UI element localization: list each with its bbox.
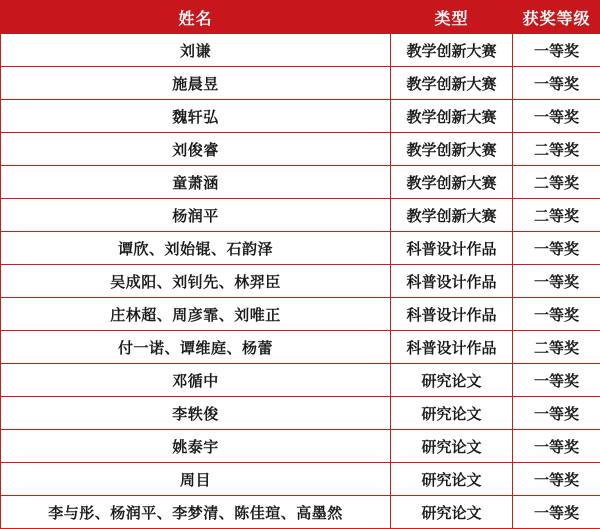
- cell-type: 教学创新大赛: [391, 100, 513, 133]
- cell-level: 一等奖: [513, 496, 600, 529]
- cell-level: 二等奖: [513, 166, 600, 199]
- column-header-type: 类型: [391, 1, 513, 34]
- cell-level: 二等奖: [513, 199, 600, 232]
- cell-level: 一等奖: [513, 463, 600, 496]
- cell-level: 一等奖: [513, 67, 600, 100]
- cell-name: 李轶俊: [1, 397, 391, 430]
- table-row: [1, 397, 600, 430]
- cell-level: 一等奖: [513, 265, 600, 298]
- cell-name: 姚泰宇: [1, 430, 391, 463]
- cell-type: 教学创新大赛: [391, 133, 513, 166]
- cell-name: 刘谦: [1, 34, 391, 67]
- cell-type: 研究论文: [391, 364, 513, 397]
- table-row: [1, 232, 600, 265]
- cell-level: 一等奖: [513, 364, 600, 397]
- cell-level: 二等奖: [513, 331, 600, 364]
- cell-type: 教学创新大赛: [391, 34, 513, 67]
- column-header-name: 姓名: [1, 1, 391, 34]
- table-row: [1, 298, 600, 331]
- table-row: [1, 331, 600, 364]
- cell-level: 一等奖: [513, 430, 600, 463]
- cell-type: 研究论文: [391, 463, 513, 496]
- cell-level: 一等奖: [513, 34, 600, 67]
- cell-type: 科普设计作品: [391, 232, 513, 265]
- cell-level: 一等奖: [513, 232, 600, 265]
- cell-level: 一等奖: [513, 397, 600, 430]
- cell-name: 刘俊睿: [1, 133, 391, 166]
- cell-name: 周目: [1, 463, 391, 496]
- cell-type: 教学创新大赛: [391, 67, 513, 100]
- cell-type: 研究论文: [391, 397, 513, 430]
- cell-type: 研究论文: [391, 496, 513, 529]
- cell-name: 吴成阳、刘钊先、林羿臣: [1, 265, 391, 298]
- cell-name: 邓循中: [1, 364, 391, 397]
- cell-level: 一等奖: [513, 100, 600, 133]
- table-header: [1, 1, 600, 34]
- cell-type: 科普设计作品: [391, 331, 513, 364]
- cell-name: 杨润平: [1, 199, 391, 232]
- table-row: [1, 67, 600, 100]
- table-row: [1, 34, 600, 67]
- table-row: [1, 100, 600, 133]
- table-body: [1, 34, 600, 529]
- table-row: [1, 463, 600, 496]
- column-header-level: 获奖等级: [513, 1, 600, 34]
- cell-name: 童萧涵: [1, 166, 391, 199]
- table-header-row: [1, 1, 600, 34]
- table-row: [1, 430, 600, 463]
- cell-type: 研究论文: [391, 430, 513, 463]
- cell-level: 二等奖: [513, 133, 600, 166]
- cell-type: 教学创新大赛: [391, 166, 513, 199]
- cell-type: 教学创新大赛: [391, 199, 513, 232]
- cell-type: 科普设计作品: [391, 265, 513, 298]
- table-row: [1, 496, 600, 529]
- table-row: [1, 364, 600, 397]
- cell-name: 施晨昱: [1, 67, 391, 100]
- cell-name: 庄林超、周彦霏、刘唯正: [1, 298, 391, 331]
- table-row: [1, 133, 600, 166]
- cell-level: 一等奖: [513, 298, 600, 331]
- cell-name: 谭欣、刘始锟、石韵泽: [1, 232, 391, 265]
- cell-name: 付一诺、谭维庭、杨蕾: [1, 331, 391, 364]
- table-row: [1, 265, 600, 298]
- cell-name: 李与彤、杨润平、李梦清、陈佳瑄、高墨然: [1, 496, 391, 529]
- cell-name: 魏轩弘: [1, 100, 391, 133]
- table-row: [1, 166, 600, 199]
- cell-type: 科普设计作品: [391, 298, 513, 331]
- table-row: [1, 199, 600, 232]
